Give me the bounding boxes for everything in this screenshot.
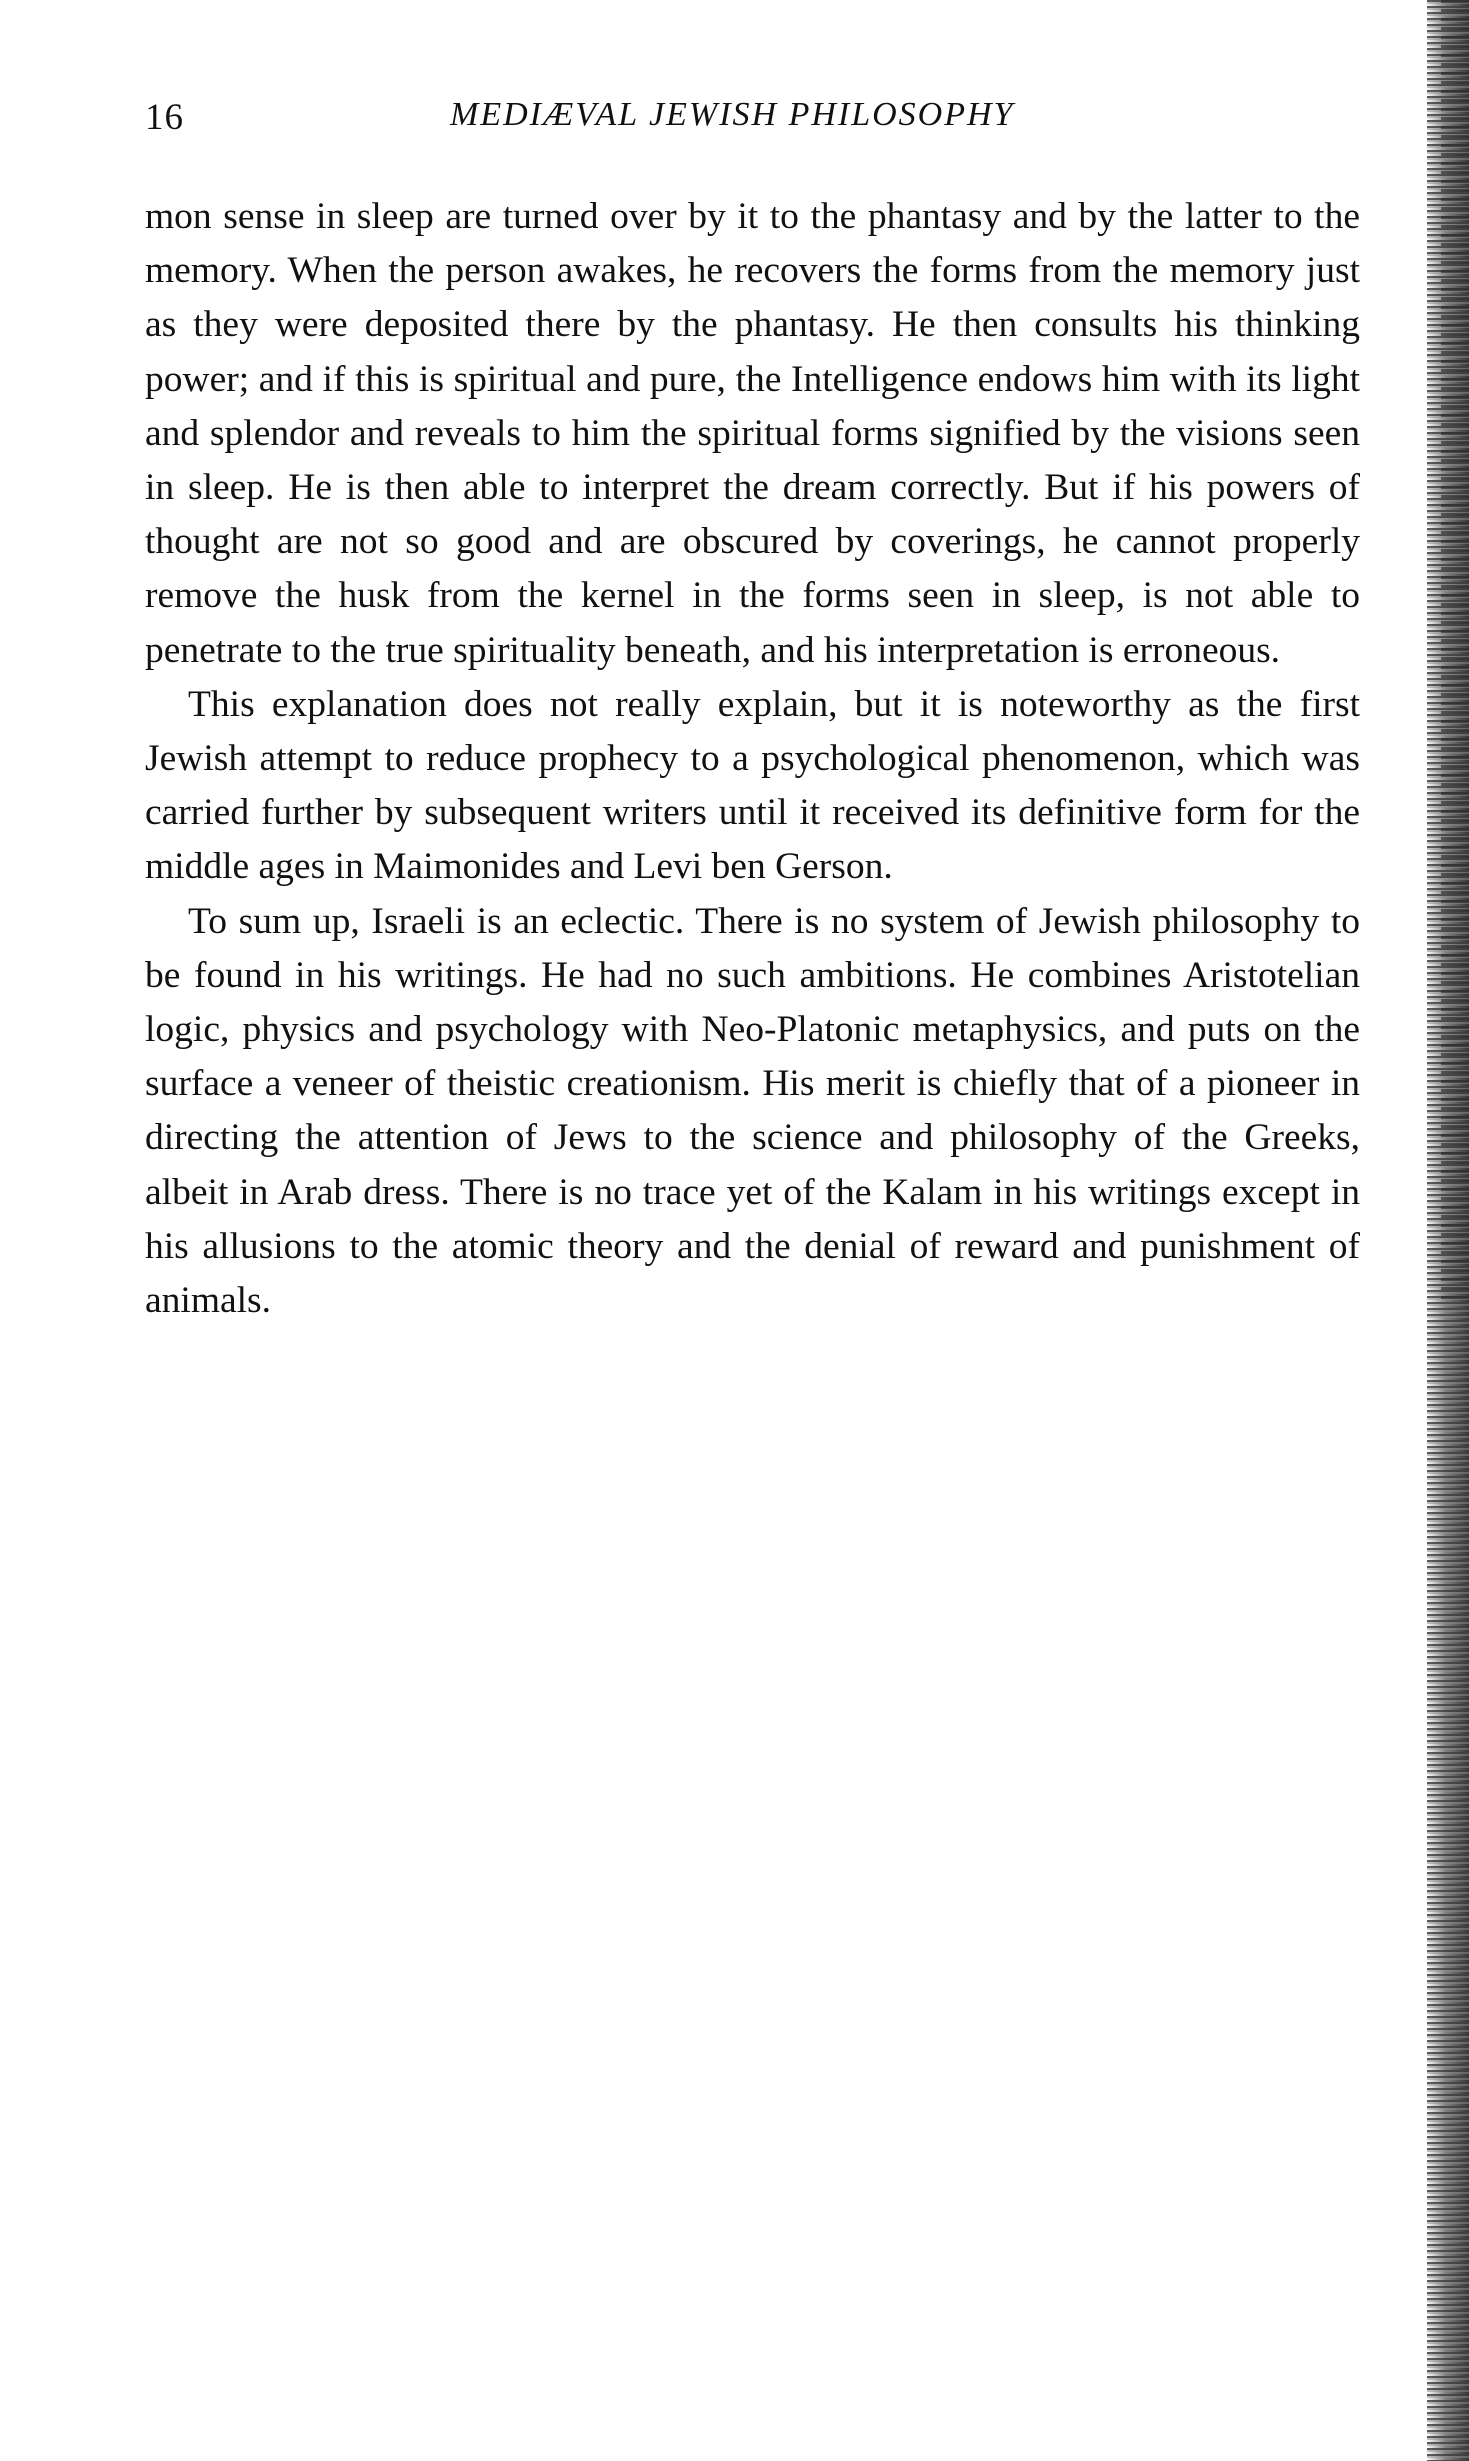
paragraph-3: To sum up, Israeli is an eclectic. There is no system of Jewish philosophy to be found in his writings. He had no such ambitions. He combines Aristotelian logic, physics and psychology with Neo-Platonic metaphysics, and puts on the surface a veneer of theistic creationism. His merit is chiefly that of a pioneer in directing the attention of Jews to the science and philosophy of the Greeks, albeit in Arab dress. There is no trace yet of the Kalam in his writings except in his allusions to the atomic theory and the denial of reward and punishment of animals. [145, 900, 1360, 1322]
running-head: MEDIÆVAL JEWISH PHILOSOPHY [450, 96, 1015, 133]
page-header [145, 96, 1360, 156]
page-number: 16 [145, 97, 184, 138]
paragraph-1: mon sense in sleep are turned over by it to the phantasy and by the latter to the memory. When the person awakes, he recovers the forms from the memory just as they were deposited there by the phantasy. He then consults his thinking power; and if this is spiritual and pure, the Intelligence endows him with its light and splendor and reveals to him the spiritual forms signified by the visions seen in sleep. He is then able to interpret the dream correctly. But if his powers of thought are not so good and are obscured by coverings, he cannot properly remove the husk from the kernel in the forms seen in sleep, is not able to penetrate to the true spirituality beneath, and his interpretation is erroneous. [145, 196, 1360, 671]
page-edge-scan-streaks [1441, 0, 1469, 1300]
paragraph-2: This explanation does not really explain, but it is noteworthy as the first Jewish attempt to reduce prophecy to a psychological phenomenon, which was carried further by subsequent writers until it received its definitive form for the middle ages in Maimonides and Levi ben Gerson. [145, 683, 1360, 888]
body-text [145, 190, 1360, 1328]
